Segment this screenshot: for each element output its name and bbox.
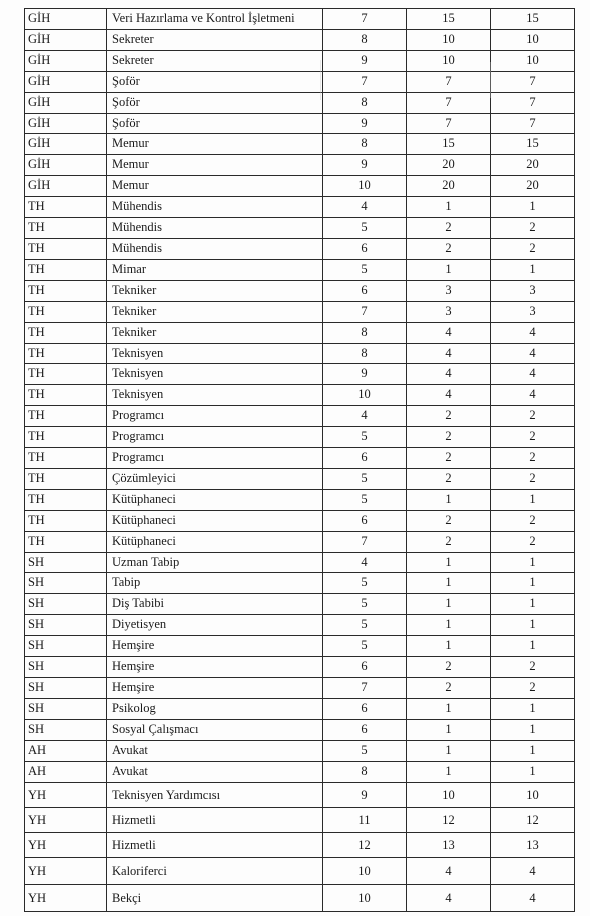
count-cell-a: 2 xyxy=(407,238,491,259)
class-cell: SH xyxy=(25,657,107,678)
table-row xyxy=(25,155,575,176)
class-cell: TH xyxy=(25,385,107,406)
count-cell-b: 1 xyxy=(491,719,575,740)
class-cell: TH xyxy=(25,238,107,259)
table-row xyxy=(25,92,575,113)
count-cell-a: 1 xyxy=(407,615,491,636)
count-cell-b: 15 xyxy=(491,9,575,30)
count-cell-a: 2 xyxy=(407,448,491,469)
title-cell: Diş Tabibi xyxy=(107,594,323,615)
count-cell-a: 10 xyxy=(407,29,491,50)
class-cell: TH xyxy=(25,510,107,531)
count-cell-b: 7 xyxy=(491,92,575,113)
class-cell: SH xyxy=(25,719,107,740)
table-row xyxy=(25,594,575,615)
class-cell: TH xyxy=(25,448,107,469)
count-cell-a: 4 xyxy=(407,343,491,364)
count-cell-b: 4 xyxy=(491,322,575,343)
count-cell-a: 4 xyxy=(407,857,491,884)
title-cell: Kütüphaneci xyxy=(107,531,323,552)
grade-cell: 11 xyxy=(323,807,407,832)
count-cell-b: 3 xyxy=(491,280,575,301)
title-cell: Mühendis xyxy=(107,197,323,218)
count-cell-a: 7 xyxy=(407,113,491,134)
grade-cell: 8 xyxy=(323,92,407,113)
count-cell-a: 2 xyxy=(407,468,491,489)
table-row xyxy=(25,238,575,259)
class-cell: TH xyxy=(25,280,107,301)
table-row xyxy=(25,385,575,406)
title-cell: Programcı xyxy=(107,427,323,448)
count-cell-a: 7 xyxy=(407,92,491,113)
count-cell-a: 2 xyxy=(407,657,491,678)
grade-cell: 9 xyxy=(323,113,407,134)
count-cell-b: 1 xyxy=(491,573,575,594)
class-cell: TH xyxy=(25,343,107,364)
count-cell-a: 1 xyxy=(407,594,491,615)
title-cell: Kütüphaneci xyxy=(107,489,323,510)
table-row xyxy=(25,857,575,884)
table-row xyxy=(25,807,575,832)
count-cell-b: 2 xyxy=(491,678,575,699)
count-cell-a: 15 xyxy=(407,134,491,155)
title-cell: Tekniker xyxy=(107,322,323,343)
title-cell: Diyetisyen xyxy=(107,615,323,636)
class-cell: TH xyxy=(25,531,107,552)
count-cell-a: 3 xyxy=(407,301,491,322)
count-cell-a: 1 xyxy=(407,719,491,740)
grade-cell: 8 xyxy=(323,322,407,343)
class-cell: TH xyxy=(25,301,107,322)
title-cell: Şoför xyxy=(107,92,323,113)
count-cell-a: 4 xyxy=(407,385,491,406)
title-cell: Mühendis xyxy=(107,218,323,239)
count-cell-a: 1 xyxy=(407,573,491,594)
title-cell: Mühendis xyxy=(107,238,323,259)
class-cell: GİH xyxy=(25,113,107,134)
grade-cell: 5 xyxy=(323,427,407,448)
class-cell: TH xyxy=(25,259,107,280)
grade-cell: 7 xyxy=(323,678,407,699)
grade-cell: 7 xyxy=(323,531,407,552)
class-cell: GİH xyxy=(25,9,107,30)
count-cell-b: 10 xyxy=(491,782,575,807)
count-cell-a: 4 xyxy=(407,322,491,343)
count-cell-a: 2 xyxy=(407,427,491,448)
count-cell-a: 13 xyxy=(407,832,491,857)
grade-cell: 10 xyxy=(323,385,407,406)
count-cell-b: 20 xyxy=(491,176,575,197)
table-row xyxy=(25,698,575,719)
class-cell: YH xyxy=(25,782,107,807)
table-row xyxy=(25,301,575,322)
class-cell: AH xyxy=(25,761,107,782)
title-cell: Teknisyen xyxy=(107,364,323,385)
class-cell: SH xyxy=(25,636,107,657)
count-cell-a: 4 xyxy=(407,884,491,911)
grade-cell: 4 xyxy=(323,552,407,573)
table-row xyxy=(25,761,575,782)
table-body xyxy=(25,9,575,912)
table-row xyxy=(25,322,575,343)
class-cell: TH xyxy=(25,197,107,218)
class-cell: YH xyxy=(25,807,107,832)
class-cell: TH xyxy=(25,406,107,427)
class-cell: GİH xyxy=(25,134,107,155)
class-cell: SH xyxy=(25,594,107,615)
grade-cell: 8 xyxy=(323,761,407,782)
count-cell-a: 2 xyxy=(407,510,491,531)
count-cell-b: 4 xyxy=(491,857,575,884)
class-cell: GİH xyxy=(25,176,107,197)
grade-cell: 5 xyxy=(323,218,407,239)
title-cell: Sekreter xyxy=(107,50,323,71)
scan-artifact-line xyxy=(490,62,491,98)
count-cell-b: 3 xyxy=(491,301,575,322)
table-row xyxy=(25,280,575,301)
class-cell: YH xyxy=(25,857,107,884)
table-row xyxy=(25,782,575,807)
table-row xyxy=(25,9,575,30)
title-cell: Hizmetli xyxy=(107,807,323,832)
class-cell: SH xyxy=(25,573,107,594)
count-cell-b: 4 xyxy=(491,385,575,406)
title-cell: Memur xyxy=(107,176,323,197)
class-cell: SH xyxy=(25,615,107,636)
count-cell-b: 15 xyxy=(491,134,575,155)
count-cell-b: 1 xyxy=(491,259,575,280)
count-cell-a: 2 xyxy=(407,531,491,552)
count-cell-b: 4 xyxy=(491,884,575,911)
title-cell: Hemşire xyxy=(107,657,323,678)
title-cell: Hemşire xyxy=(107,636,323,657)
grade-cell: 12 xyxy=(323,832,407,857)
class-cell: TH xyxy=(25,322,107,343)
grade-cell: 6 xyxy=(323,719,407,740)
grade-cell: 5 xyxy=(323,615,407,636)
count-cell-b: 2 xyxy=(491,427,575,448)
title-cell: Mimar xyxy=(107,259,323,280)
count-cell-b: 2 xyxy=(491,218,575,239)
class-cell: GİH xyxy=(25,50,107,71)
count-cell-b: 1 xyxy=(491,197,575,218)
title-cell: Kaloriferci xyxy=(107,857,323,884)
count-cell-a: 2 xyxy=(407,218,491,239)
count-cell-a: 10 xyxy=(407,50,491,71)
title-cell: Memur xyxy=(107,155,323,176)
table-row xyxy=(25,218,575,239)
table-row xyxy=(25,832,575,857)
title-cell: Tekniker xyxy=(107,280,323,301)
title-cell: Çözümleyici xyxy=(107,468,323,489)
table-row xyxy=(25,406,575,427)
count-cell-b: 20 xyxy=(491,155,575,176)
count-cell-a: 1 xyxy=(407,761,491,782)
count-cell-a: 4 xyxy=(407,364,491,385)
grade-cell: 5 xyxy=(323,573,407,594)
class-cell: GİH xyxy=(25,92,107,113)
grade-cell: 10 xyxy=(323,884,407,911)
title-cell: Uzman Tabip xyxy=(107,552,323,573)
count-cell-b: 2 xyxy=(491,468,575,489)
title-cell: Veri Hazırlama ve Kontrol İşletmeni xyxy=(107,9,323,30)
grade-cell: 7 xyxy=(323,301,407,322)
class-cell: TH xyxy=(25,364,107,385)
table-row xyxy=(25,364,575,385)
count-cell-a: 20 xyxy=(407,176,491,197)
title-cell: Teknisyen xyxy=(107,343,323,364)
grade-cell: 5 xyxy=(323,468,407,489)
title-cell: Teknisyen xyxy=(107,385,323,406)
count-cell-a: 10 xyxy=(407,782,491,807)
count-cell-b: 2 xyxy=(491,448,575,469)
class-cell: GİH xyxy=(25,155,107,176)
count-cell-b: 7 xyxy=(491,113,575,134)
title-cell: Tekniker xyxy=(107,301,323,322)
class-cell: TH xyxy=(25,468,107,489)
table-row xyxy=(25,615,575,636)
count-cell-b: 13 xyxy=(491,832,575,857)
grade-cell: 5 xyxy=(323,259,407,280)
count-cell-b: 10 xyxy=(491,29,575,50)
grade-cell: 5 xyxy=(323,594,407,615)
title-cell: Tabip xyxy=(107,573,323,594)
class-cell: TH xyxy=(25,218,107,239)
title-cell: Hemşire xyxy=(107,678,323,699)
count-cell-b: 1 xyxy=(491,489,575,510)
count-cell-b: 1 xyxy=(491,761,575,782)
grade-cell: 8 xyxy=(323,134,407,155)
table-row xyxy=(25,448,575,469)
title-cell: Şoför xyxy=(107,113,323,134)
table-row xyxy=(25,343,575,364)
count-cell-b: 7 xyxy=(491,71,575,92)
table-row xyxy=(25,678,575,699)
scan-artifact-line xyxy=(320,60,321,100)
class-cell: TH xyxy=(25,427,107,448)
grade-cell: 10 xyxy=(323,176,407,197)
count-cell-b: 2 xyxy=(491,406,575,427)
count-cell-b: 4 xyxy=(491,364,575,385)
title-cell: Psikolog xyxy=(107,698,323,719)
grade-cell: 6 xyxy=(323,280,407,301)
count-cell-b: 12 xyxy=(491,807,575,832)
table-row xyxy=(25,134,575,155)
count-cell-a: 1 xyxy=(407,489,491,510)
grade-cell: 9 xyxy=(323,155,407,176)
table-row xyxy=(25,50,575,71)
class-cell: SH xyxy=(25,698,107,719)
count-cell-b: 2 xyxy=(491,510,575,531)
title-cell: Hizmetli xyxy=(107,832,323,857)
count-cell-a: 7 xyxy=(407,71,491,92)
grade-cell: 6 xyxy=(323,698,407,719)
table-row xyxy=(25,197,575,218)
title-cell: Memur xyxy=(107,134,323,155)
table-row xyxy=(25,510,575,531)
grade-cell: 6 xyxy=(323,510,407,531)
title-cell: Avukat xyxy=(107,740,323,761)
table-row xyxy=(25,531,575,552)
count-cell-a: 1 xyxy=(407,197,491,218)
grade-cell: 9 xyxy=(323,782,407,807)
count-cell-b: 1 xyxy=(491,594,575,615)
count-cell-a: 2 xyxy=(407,406,491,427)
grade-cell: 5 xyxy=(323,489,407,510)
table-row xyxy=(25,657,575,678)
count-cell-b: 2 xyxy=(491,238,575,259)
count-cell-a: 1 xyxy=(407,636,491,657)
title-cell: Şoför xyxy=(107,71,323,92)
count-cell-a: 1 xyxy=(407,740,491,761)
table-row xyxy=(25,427,575,448)
class-cell: YH xyxy=(25,832,107,857)
grade-cell: 9 xyxy=(323,50,407,71)
table-row xyxy=(25,113,575,134)
count-cell-b: 1 xyxy=(491,698,575,719)
count-cell-a: 12 xyxy=(407,807,491,832)
count-cell-b: 2 xyxy=(491,657,575,678)
count-cell-a: 20 xyxy=(407,155,491,176)
grade-cell: 8 xyxy=(323,343,407,364)
grade-cell: 4 xyxy=(323,406,407,427)
table-row xyxy=(25,468,575,489)
count-cell-a: 1 xyxy=(407,552,491,573)
grade-cell: 5 xyxy=(323,636,407,657)
table-row xyxy=(25,740,575,761)
class-cell: GİH xyxy=(25,29,107,50)
table-row xyxy=(25,259,575,280)
table-row xyxy=(25,719,575,740)
class-cell: YH xyxy=(25,884,107,911)
grade-cell: 6 xyxy=(323,657,407,678)
count-cell-a: 1 xyxy=(407,698,491,719)
class-cell: SH xyxy=(25,552,107,573)
count-cell-a: 15 xyxy=(407,9,491,30)
class-cell: GİH xyxy=(25,71,107,92)
class-cell: TH xyxy=(25,489,107,510)
grade-cell: 6 xyxy=(323,238,407,259)
count-cell-a: 1 xyxy=(407,259,491,280)
count-cell-b: 1 xyxy=(491,740,575,761)
title-cell: Programcı xyxy=(107,448,323,469)
table-row xyxy=(25,636,575,657)
count-cell-b: 4 xyxy=(491,343,575,364)
class-cell: SH xyxy=(25,678,107,699)
count-cell-b: 1 xyxy=(491,615,575,636)
table-row xyxy=(25,884,575,911)
count-cell-b: 1 xyxy=(491,636,575,657)
title-cell: Teknisyen Yardımcısı xyxy=(107,782,323,807)
title-cell: Kütüphaneci xyxy=(107,510,323,531)
count-cell-a: 3 xyxy=(407,280,491,301)
grade-cell: 10 xyxy=(323,857,407,884)
table-row xyxy=(25,552,575,573)
grade-cell: 7 xyxy=(323,71,407,92)
table-row xyxy=(25,489,575,510)
grade-cell: 5 xyxy=(323,740,407,761)
staff-positions-table xyxy=(24,8,575,912)
title-cell: Bekçi xyxy=(107,884,323,911)
table-row xyxy=(25,176,575,197)
count-cell-b: 10 xyxy=(491,50,575,71)
title-cell: Sekreter xyxy=(107,29,323,50)
class-cell: AH xyxy=(25,740,107,761)
title-cell: Avukat xyxy=(107,761,323,782)
grade-cell: 7 xyxy=(323,9,407,30)
grade-cell: 6 xyxy=(323,448,407,469)
title-cell: Programcı xyxy=(107,406,323,427)
count-cell-b: 2 xyxy=(491,531,575,552)
table-row xyxy=(25,29,575,50)
grade-cell: 9 xyxy=(323,364,407,385)
count-cell-b: 1 xyxy=(491,552,575,573)
count-cell-a: 2 xyxy=(407,678,491,699)
table-row xyxy=(25,71,575,92)
grade-cell: 4 xyxy=(323,197,407,218)
title-cell: Sosyal Çalışmacı xyxy=(107,719,323,740)
table-row xyxy=(25,573,575,594)
grade-cell: 8 xyxy=(323,29,407,50)
